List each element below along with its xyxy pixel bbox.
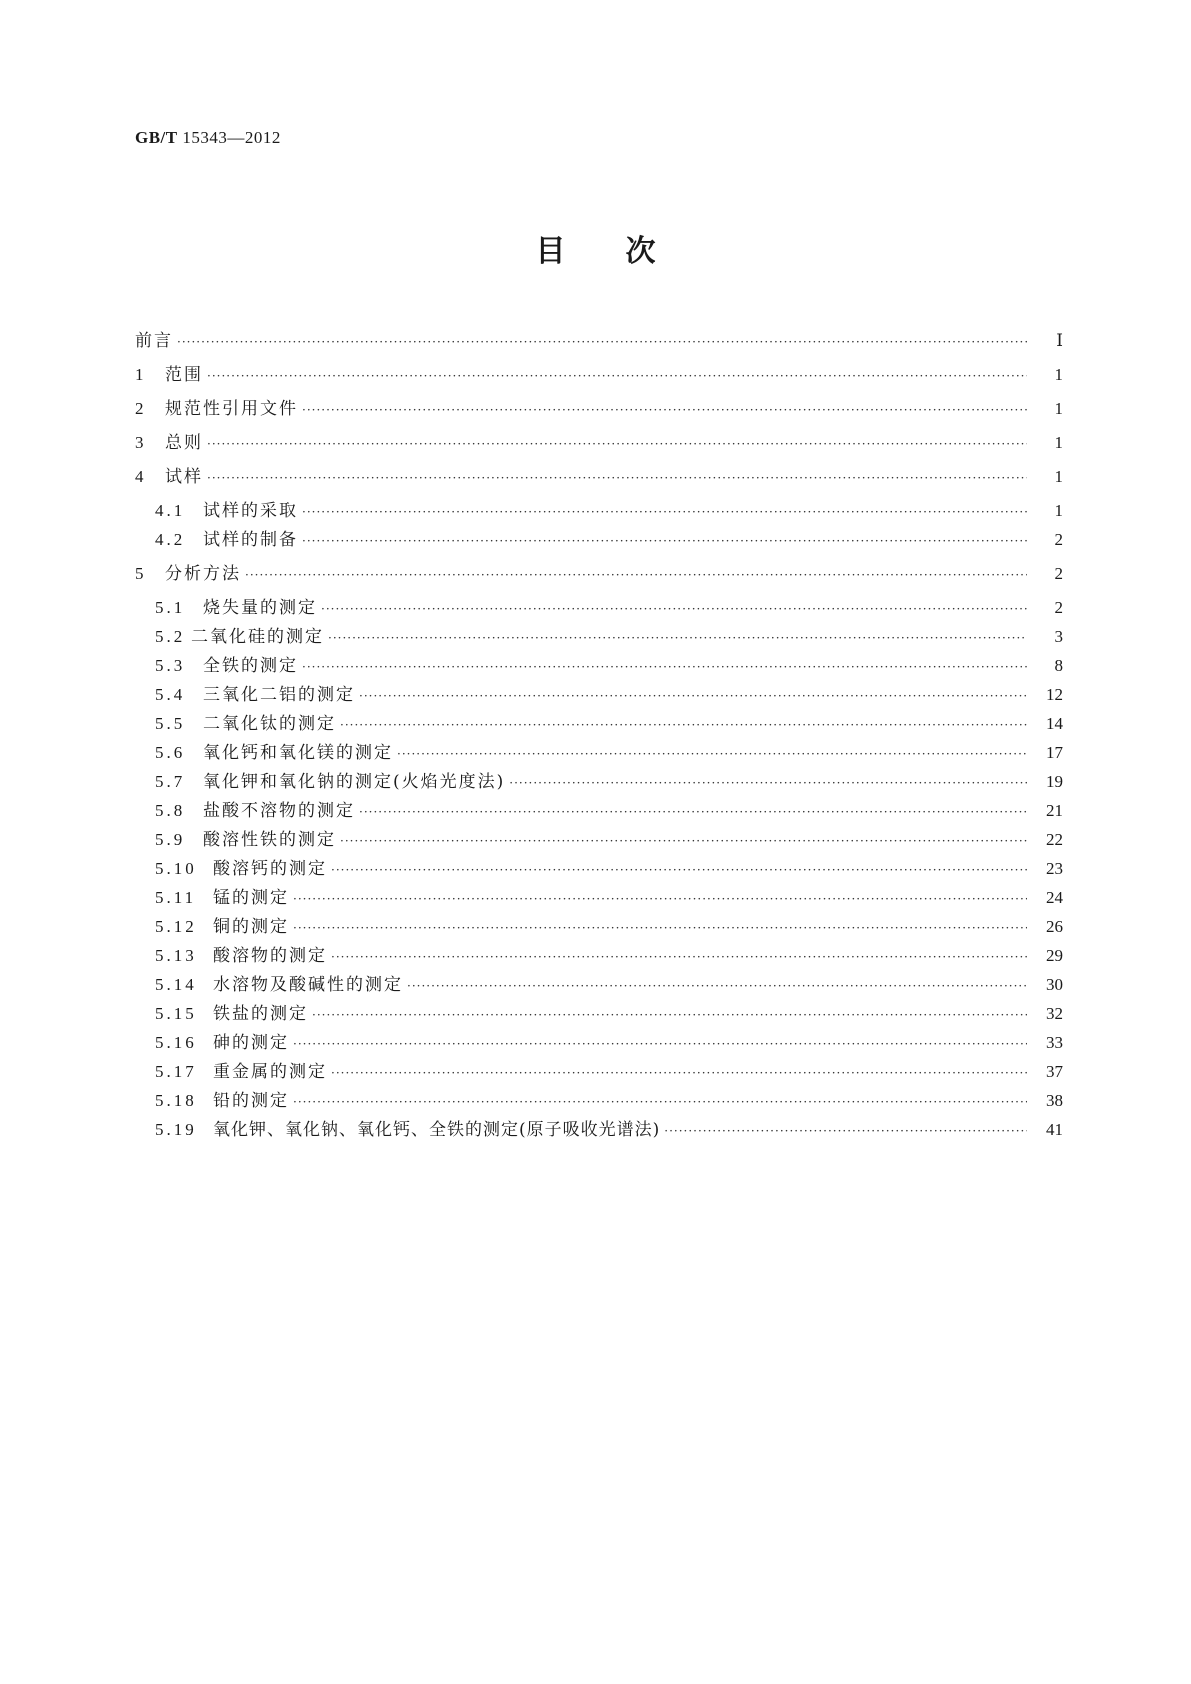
toc-entry-label: 总则 — [165, 433, 203, 453]
dot-leader — [207, 431, 1027, 457]
toc-entry-label: 烧失量的测定 — [203, 598, 317, 618]
toc-entry-5-7[interactable] — [135, 769, 1063, 795]
toc-entry-5-15[interactable] — [135, 1001, 1063, 1027]
toc-entry-page: Ⅰ — [1056, 331, 1063, 350]
dot-leader — [207, 363, 1027, 389]
dot-leader — [340, 712, 1027, 738]
toc-entry-label: 二氧化硅的测定 — [191, 627, 324, 647]
toc-entry-number: 5.19 — [155, 1120, 197, 1139]
toc-entry-page: 32 — [1046, 1004, 1063, 1023]
dot-leader — [321, 596, 1027, 622]
toc-entry-page: 19 — [1046, 772, 1063, 791]
dot-leader — [293, 1031, 1027, 1057]
toc-entry-page: 2 — [1054, 530, 1063, 549]
toc-entry-page: 21 — [1046, 801, 1063, 820]
dot-leader — [331, 944, 1027, 970]
toc-entry-5-11[interactable] — [135, 885, 1063, 911]
toc-entry-number: 5.3 — [155, 656, 186, 675]
toc-entry-number: 5.10 — [155, 859, 197, 878]
toc-entry-label: 铅的测定 — [213, 1091, 289, 1111]
toc-entry-5-5[interactable] — [135, 711, 1063, 737]
dot-leader — [359, 683, 1027, 709]
toc-entry-label: 砷的测定 — [213, 1033, 289, 1053]
toc-entry-page: 1 — [1054, 501, 1063, 520]
toc-entry-label: 水溶物及酸碱性的测定 — [213, 975, 403, 995]
toc-entry-page: 24 — [1046, 888, 1063, 907]
toc-entry-foreword[interactable] — [135, 328, 1063, 354]
toc-entry-5-10[interactable] — [135, 856, 1063, 882]
toc-entry-5-17[interactable] — [135, 1059, 1063, 1085]
toc-entry-label: 铁盐的测定 — [213, 1004, 308, 1024]
dot-leader — [302, 654, 1027, 680]
dot-leader — [177, 329, 1027, 355]
toc-entry-number: 5.15 — [155, 1004, 197, 1023]
toc-entry-4-2[interactable] — [135, 527, 1063, 553]
toc-entry-1[interactable] — [135, 362, 1063, 388]
toc-entry-label: 二氧化钛的测定 — [203, 714, 336, 734]
toc-entry-number: 5.1 — [155, 598, 186, 617]
toc-entry-label: 规范性引用文件 — [165, 399, 298, 419]
toc-entry-label: 前言 — [135, 331, 173, 351]
toc-entry-number: 5.13 — [155, 946, 197, 965]
dot-leader — [509, 770, 1027, 796]
dot-leader — [293, 915, 1027, 941]
toc-entry-number: 5.18 — [155, 1091, 197, 1110]
dot-leader — [293, 886, 1027, 912]
toc-entry-3[interactable] — [135, 430, 1063, 456]
dot-leader — [245, 562, 1027, 588]
toc-entry-5-4[interactable] — [135, 682, 1063, 708]
toc-entry-page: 26 — [1046, 917, 1063, 936]
dot-leader — [331, 1060, 1027, 1086]
dot-leader — [359, 799, 1027, 825]
dot-leader — [312, 1002, 1027, 1028]
standard-code — [135, 128, 281, 148]
toc-entry-5-1[interactable] — [135, 595, 1063, 621]
toc-entry-label: 盐酸不溶物的测定 — [203, 801, 355, 821]
toc-entry-number: 4 — [135, 467, 147, 486]
toc-entry-number: 4.1 — [155, 501, 186, 520]
toc-entry-number: 5.17 — [155, 1062, 197, 1081]
toc-entry-5-19[interactable] — [135, 1117, 1063, 1143]
toc-entry-number: 1 — [135, 365, 147, 384]
dot-leader — [664, 1118, 1027, 1144]
toc-entry-label: 氧化钙和氧化镁的测定 — [203, 743, 393, 763]
toc-entry-label: 全铁的测定 — [203, 656, 298, 676]
toc-entry-page: 12 — [1046, 685, 1063, 704]
toc-entry-label: 酸溶性铁的测定 — [203, 830, 336, 850]
toc-entry-label: 范围 — [165, 365, 203, 385]
toc-entry-page: 1 — [1054, 399, 1063, 418]
toc-entry-number: 5.7 — [155, 772, 186, 791]
toc-entry-page: 2 — [1054, 598, 1063, 617]
toc-entry-number: 5.2 — [155, 627, 186, 646]
toc-entry-page: 38 — [1046, 1091, 1063, 1110]
toc-entry-number: 5.16 — [155, 1033, 197, 1052]
page-title: 目次 — [535, 234, 716, 269]
toc-entry-page: 37 — [1046, 1062, 1063, 1081]
toc-entry-label: 三氧化二铝的测定 — [203, 685, 355, 705]
toc-entry-label: 氧化钾和氧化钠的测定(火焰光度法) — [203, 772, 506, 792]
toc-entry-page: 8 — [1054, 656, 1063, 675]
toc-entry-page: 1 — [1054, 365, 1063, 384]
toc-entry-5-14[interactable] — [135, 972, 1063, 998]
toc-entry-number: 5 — [135, 564, 147, 583]
toc-entry-page: 1 — [1054, 433, 1063, 452]
toc-entry-label: 酸溶物的测定 — [213, 946, 327, 966]
toc-entry-5-8[interactable] — [135, 798, 1063, 824]
toc-entry-number: 5.6 — [155, 743, 186, 762]
toc-entry-page: 3 — [1054, 627, 1063, 646]
toc-entry-number: 5.5 — [155, 714, 186, 733]
toc-entry-number: 4.2 — [155, 530, 186, 549]
toc-entry-5-16[interactable] — [135, 1030, 1063, 1056]
toc-entry-page: 1 — [1054, 467, 1063, 486]
dot-leader — [302, 397, 1027, 423]
toc-entry-label: 铜的测定 — [213, 917, 289, 937]
dot-leader — [302, 528, 1027, 554]
toc-entry-4[interactable] — [135, 464, 1063, 490]
toc-entry-5[interactable] — [135, 561, 1063, 587]
toc-entry-page: 33 — [1046, 1033, 1063, 1052]
toc-entry-label: 氧化钾、氧化钠、氧化钙、全铁的测定(原子吸收光谱法) — [213, 1120, 661, 1140]
dot-leader — [328, 625, 1027, 651]
dot-leader — [407, 973, 1027, 999]
toc-entry-page: 2 — [1054, 564, 1063, 583]
toc-entry-page: 29 — [1046, 946, 1063, 965]
toc-entry-page: 14 — [1046, 714, 1063, 733]
toc-entry-label: 试样 — [165, 467, 203, 487]
toc-entry-number: 5.9 — [155, 830, 186, 849]
toc-entry-number: 2 — [135, 399, 147, 418]
toc-entry-4-1[interactable] — [135, 498, 1063, 524]
toc-entry-label: 锰的测定 — [213, 888, 289, 908]
toc-entry-5-3[interactable] — [135, 653, 1063, 679]
toc-entry-5-2[interactable] — [135, 624, 1063, 650]
dot-leader — [302, 499, 1027, 525]
toc-entry-number: 5.8 — [155, 801, 186, 820]
toc-entry-number: 5.11 — [155, 888, 197, 907]
toc-entry-page: 30 — [1046, 975, 1063, 994]
toc-entry-label: 酸溶钙的测定 — [213, 859, 327, 879]
dot-leader — [397, 741, 1027, 767]
toc-entry-5-18[interactable] — [135, 1088, 1063, 1114]
dot-leader — [331, 857, 1027, 883]
toc-entry-page: 17 — [1046, 743, 1063, 762]
toc-entry-label: 试样的制备 — [203, 530, 298, 550]
toc-entry-number: 5.12 — [155, 917, 197, 936]
toc-entry-2[interactable] — [135, 396, 1063, 422]
toc-entry-number: 5.4 — [155, 685, 186, 704]
standard-prefix: GB/T — [135, 128, 178, 147]
toc-entry-number: 5.14 — [155, 975, 197, 994]
toc-entry-page: 22 — [1046, 830, 1063, 849]
toc-entry-label: 分析方法 — [165, 564, 241, 584]
toc-entry-page: 41 — [1046, 1120, 1063, 1139]
dot-leader — [340, 828, 1027, 854]
toc-entry-5-6[interactable] — [135, 740, 1063, 766]
standard-number: 15343—2012 — [182, 128, 281, 147]
dot-leader — [207, 465, 1027, 491]
toc-entry-5-9[interactable] — [135, 827, 1063, 853]
toc-entry-label: 试样的采取 — [203, 501, 298, 521]
toc-entry-page: 23 — [1046, 859, 1063, 878]
toc-entry-5-13[interactable] — [135, 943, 1063, 969]
toc-entry-5-12[interactable] — [135, 914, 1063, 940]
toc-entry-number: 3 — [135, 433, 147, 452]
toc-entry-label: 重金属的测定 — [213, 1062, 327, 1082]
dot-leader — [293, 1089, 1027, 1115]
